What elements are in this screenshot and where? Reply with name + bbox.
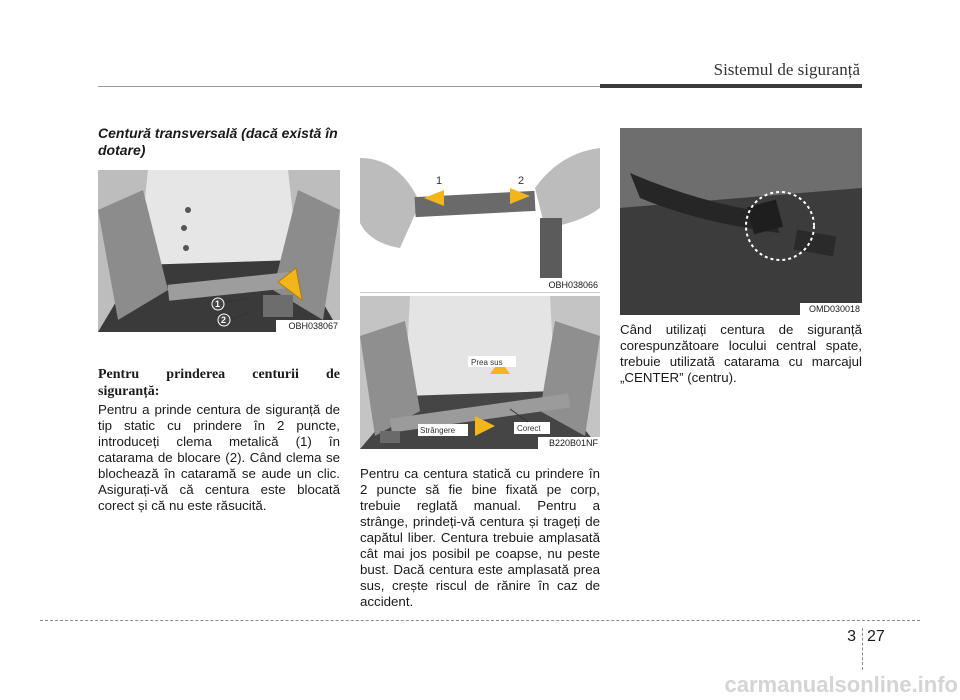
- fastening-title-line1: Pentru prinderea centurii de: [98, 367, 340, 382]
- label-too-high: Prea sus: [471, 358, 503, 367]
- callout-2: 2: [221, 315, 227, 325]
- column2-text: Pentru ca centura statică cu prindere în 2 puncte să fie bine fixată pe corp, trebuie reglată manual. Pentru a strânge, prindeți-vă centura și trageți de capătul liber. Centura trebuie amplasată cât mai jos posibil pe coapse, nu peste bust. Dacă centura este amplasată prea sus, crește riscul de rănire în caz de accident.: [360, 466, 600, 609]
- header-title: Sistemul de siguranță: [713, 60, 860, 79]
- footer-divider: [862, 628, 863, 670]
- figure-buckle-insert: [98, 170, 340, 332]
- column1-text: Pentru a prinde centura de siguranță de tip static cu prindere în 2 puncte, introduceți clema metalică (1) în catarama de blocare (2). Când clema se blochează în cataramă se aude un clic. Asigurați-vă că centura este blocată corect și că nu este răsucită.: [98, 402, 340, 513]
- figure-code: OBH038066: [548, 280, 598, 290]
- callout-1: 1: [436, 175, 443, 187]
- figure-code: OBH038067: [288, 321, 338, 331]
- callout-2: 2: [518, 175, 525, 187]
- figure-belt-hands: [360, 128, 600, 293]
- figure-code: OMD030018: [808, 304, 860, 314]
- figure-belt-position: [360, 296, 600, 449]
- footer-rule: [40, 620, 920, 621]
- label-correct: Corect: [517, 424, 541, 433]
- column3-text: Când utilizați centura de siguranță corespunzătoare locului central spate, trebuie utilizată catarama cu marcajul „CENTER” (centru).: [620, 322, 862, 385]
- header-rule-accent: [600, 84, 862, 88]
- figure-center-buckle: [620, 128, 862, 315]
- chapter-number: 3: [847, 628, 856, 645]
- watermark: carmanualsonline.info: [724, 672, 958, 697]
- page-number: 27: [867, 628, 885, 645]
- section-heading: Centură transversală (dacă există în dotare): [98, 125, 338, 158]
- figure-code: B220B01NF: [548, 438, 598, 448]
- fastening-title-line2: siguranță:: [98, 384, 160, 399]
- label-tighten: Strângere: [420, 426, 456, 435]
- callout-1: 1: [215, 299, 221, 309]
